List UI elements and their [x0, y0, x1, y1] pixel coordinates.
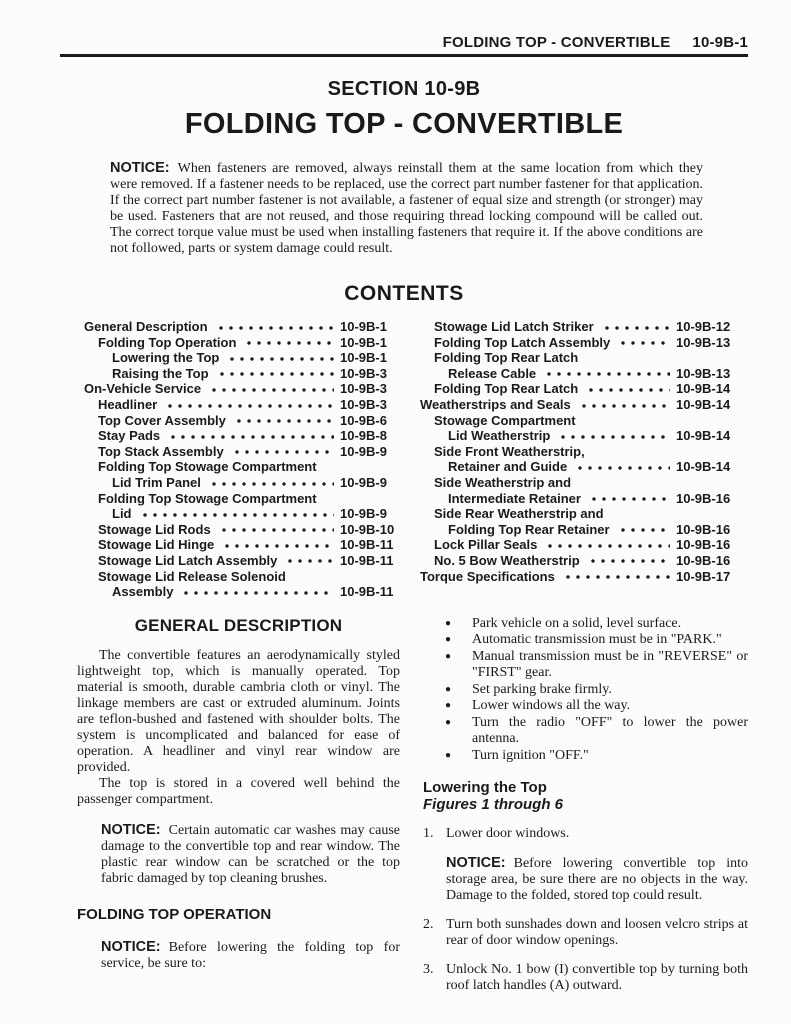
- toc-row: [420, 522, 738, 538]
- toc-label: Folding Top Rear Latch: [434, 350, 579, 366]
- list-item: [423, 715, 748, 748]
- toc-label: Side Rear Weatherstrip and: [434, 506, 604, 522]
- dot-leader: [588, 553, 670, 569]
- toc-label: Side Front Weatherstrip,: [434, 443, 585, 459]
- toc-row: [420, 444, 738, 460]
- toc-label: Lid Trim Panel: [112, 474, 201, 490]
- toc-label: Stowage Lid Latch Assembly: [98, 552, 278, 568]
- toc-label: Top Cover Assembly: [98, 412, 226, 428]
- dot-leader: [579, 397, 670, 413]
- dot-leader: [168, 428, 334, 444]
- dot-leader: [589, 491, 670, 507]
- dot-leader: [165, 397, 334, 413]
- toc-page-number: 10-9B-13: [676, 334, 731, 350]
- list-item: [423, 616, 748, 633]
- toc-row: [420, 413, 738, 429]
- toc-row: [84, 569, 402, 585]
- toc-row: [84, 428, 402, 444]
- toc-label: Top Stack Assembly: [98, 443, 224, 459]
- toc-row: [84, 459, 402, 475]
- step-number: 2.: [423, 917, 434, 933]
- toc-label: Lock Pillar Seals: [434, 537, 538, 553]
- toc-label: No. 5 Bow Weatherstrip: [434, 552, 580, 568]
- toc-label: Folding Top Rear Retainer: [448, 521, 610, 537]
- toc-page-number: 10-9B-1: [340, 334, 387, 350]
- toc-row: [84, 413, 402, 429]
- notice-block: [110, 160, 703, 257]
- toc-row: [84, 381, 402, 397]
- bullet-text: Turn ignition "OFF.": [472, 747, 589, 763]
- toc-page-number: 10-9B-1: [340, 319, 387, 334]
- toc-label: Lid Weatherstrip: [448, 428, 551, 444]
- dot-leader: [563, 569, 670, 585]
- bullet-text: Turn the radio "OFF" to lower the power antenna.: [472, 714, 748, 747]
- notice-label: NOTICE:: [101, 821, 161, 838]
- page-header: [60, 34, 748, 51]
- toc-label: Lid: [112, 506, 132, 522]
- toc-row: [84, 522, 402, 538]
- dot-leader: [558, 428, 670, 444]
- toc-page-number: 10-9B-11: [340, 552, 394, 568]
- toc-page-number: 10-9B-11: [340, 584, 394, 600]
- bullet-text: Set parking brake firmly.: [472, 681, 612, 697]
- toc-label: Side Weatherstrip and: [434, 474, 572, 490]
- dot-leader: [586, 381, 670, 397]
- body-paragraph: The convertible features an aerodynamically styled lightweight top, which is manually operated. Top material is smooth, durable cambria cloth or vinyl. The linkage members are cast or extruded aluminum. Joints are teflon-bushed and fastened with shoulder bolts. The system is uncomplicated and balanced for ease of operation. A headliner and vinyl rear window are provided.: [77, 647, 400, 775]
- toc-row: [420, 553, 738, 569]
- toc-label: Torque Specifications: [420, 568, 555, 584]
- dot-leader: [618, 522, 670, 538]
- toc-page-number: 10-9B-1: [340, 350, 387, 366]
- toc-row: [420, 475, 738, 491]
- toc-label: Assembly: [112, 584, 174, 600]
- general-description-heading: GENERAL DESCRIPTION: [134, 615, 343, 635]
- dot-leader: [216, 319, 334, 335]
- toc-label: Stowage Lid Release Solenoid: [98, 568, 286, 584]
- precaution-list: [423, 616, 748, 765]
- toc-page-number: 10-9B-3: [340, 381, 387, 397]
- list-item: [423, 748, 748, 765]
- step-text: Lower door windows.: [446, 826, 570, 842]
- left-column: [77, 616, 400, 995]
- toc-row: [84, 335, 402, 351]
- section-number-title: SECTION 10-9B: [327, 78, 481, 100]
- dot-leader: [285, 553, 334, 569]
- dot-leader: [181, 584, 334, 600]
- toc-label: On-Vehicle Service: [84, 381, 202, 397]
- toc-row: [84, 444, 402, 460]
- toc-row: [420, 506, 738, 522]
- bullet-icon: ●: [445, 650, 452, 662]
- toc-page-number: 10-9B-12: [676, 319, 731, 334]
- toc-page-number: 10-9B-13: [676, 365, 731, 381]
- dot-leader: [209, 381, 334, 397]
- toc-label: Folding Top Operation: [98, 334, 237, 350]
- dot-leader: [222, 537, 334, 553]
- bullet-icon: ●: [445, 749, 452, 761]
- toc-row: [84, 491, 402, 507]
- step-text: Unlock No. 1 bow (I) convertible top by turning both roof latch handles (A) outward.: [446, 962, 748, 994]
- toc-label: Folding Top Rear Latch: [434, 381, 579, 397]
- bullet-text: Manual transmission must be in "REVERSE" or "FIRST" gear.: [472, 648, 748, 681]
- page-title: FOLDING TOP - CONVERTIBLE: [184, 108, 624, 140]
- step-item: [423, 962, 748, 994]
- table-of-contents: [60, 319, 748, 600]
- step-list: [423, 826, 748, 994]
- bullet-text: Park vehicle on a solid, level surface.: [472, 615, 682, 631]
- toc-page-number: 10-9B-8: [340, 428, 387, 444]
- toc-row: [84, 506, 402, 522]
- notice-block: [446, 855, 748, 904]
- notice-text: Before lowering the folding top for service, be sure to:: [101, 939, 400, 971]
- dot-leader: [602, 319, 670, 335]
- toc-label: Stowage Lid Rods: [98, 521, 211, 537]
- toc-page-number: 10-9B-14: [676, 428, 731, 444]
- toc-row: [84, 397, 402, 413]
- toc-page-number: 10-9B-3: [340, 396, 387, 412]
- toc-label: Headliner: [98, 396, 158, 412]
- header-page-number: 10-9B-1: [692, 34, 748, 51]
- right-column: [423, 616, 748, 995]
- dot-leader: [244, 335, 334, 351]
- dot-leader: [209, 475, 334, 491]
- toc-row: [420, 491, 738, 507]
- toc-row: [420, 537, 738, 553]
- dot-leader: [232, 444, 334, 460]
- toc-page-number: 10-9B-16: [676, 521, 731, 537]
- contents-right: [420, 319, 738, 600]
- notice-text: When fasteners are removed, always reinstall them at the same location from which they were removed. If a fastener needs to be replaced, use the correct part number fastener for that application. If the correct part number fastener is not available, a fastener of equal size and strength (or stronger) may be used. Fasteners that are not reused, and those requiring thread locking compound will be called out. The correct torque value must be used when installing fasteners that require it. If the above conditions are not followed, parts or system damage could result.: [110, 161, 703, 256]
- bullet-icon: ●: [445, 634, 452, 646]
- toc-page-number: 10-9B-9: [340, 443, 387, 459]
- bullet-icon: ●: [445, 617, 452, 629]
- toc-label: Stowage Lid Hinge: [98, 537, 215, 553]
- list-item: [423, 698, 748, 715]
- notice-text: Certain automatic car washes may cause damage to the convertible top and rear window. The plastic rear window can be scratched or the top fabric damaged by top cleaning brushes.: [101, 822, 400, 886]
- notice-label: NOTICE:: [101, 938, 161, 955]
- toc-page-number: 10-9B-16: [676, 552, 731, 568]
- step-number: 1.: [423, 826, 434, 842]
- dot-leader: [545, 537, 670, 553]
- header-rule: [60, 54, 748, 57]
- dot-leader: [575, 459, 670, 475]
- notice-label: NOTICE:: [446, 855, 506, 872]
- toc-row: [420, 397, 738, 413]
- toc-label: Stowage Lid Latch Striker: [434, 319, 594, 334]
- dot-leader: [544, 366, 670, 382]
- toc-row: [420, 350, 738, 366]
- notice-block: [101, 939, 400, 972]
- toc-label: Stowage Compartment: [434, 412, 576, 428]
- step-item: [423, 826, 748, 842]
- toc-label: Release Cable: [448, 365, 537, 381]
- folding-top-operation-heading: FOLDING TOP OPERATION: [77, 905, 272, 923]
- bullet-icon: ●: [445, 683, 452, 695]
- toc-page-number: 10-9B-6: [340, 412, 387, 428]
- dot-leader: [227, 350, 334, 366]
- toc-label: Folding Top Stowage Compartment: [98, 459, 317, 475]
- list-item: [423, 632, 748, 649]
- toc-row: [84, 350, 402, 366]
- toc-row: [84, 366, 402, 382]
- body-paragraph: The top is stored in a covered well behind the passenger compartment.: [77, 775, 400, 807]
- toc-row: [420, 319, 738, 335]
- toc-page-number: 10-9B-16: [676, 537, 731, 553]
- toc-page-number: 10-9B-14: [676, 381, 731, 397]
- toc-row: [84, 475, 402, 491]
- dot-leader: [618, 335, 670, 351]
- contents-left: [84, 319, 402, 600]
- lowering-the-top-heading: Lowering the Top: [423, 779, 547, 797]
- toc-row: [84, 319, 402, 335]
- toc-page-number: 10-9B-3: [340, 365, 387, 381]
- bullet-icon: ●: [445, 700, 452, 712]
- bullet-text: Automatic transmission must be in "PARK.": [472, 632, 722, 648]
- toc-page-number: 10-9B-17: [676, 568, 731, 584]
- toc-row: [420, 428, 738, 444]
- toc-row: [84, 553, 402, 569]
- dot-leader: [217, 366, 334, 382]
- toc-row: [420, 335, 738, 351]
- toc-label: Folding Top Latch Assembly: [434, 334, 611, 350]
- dot-leader: [234, 413, 334, 429]
- toc-row: [420, 381, 738, 397]
- contents-heading: CONTENTS: [344, 282, 464, 305]
- toc-page-number: 10-9B-10: [340, 521, 395, 537]
- toc-label: Intermediate Retainer: [448, 490, 581, 506]
- toc-row: [420, 459, 738, 475]
- toc-label: Lowering the Top: [112, 350, 220, 366]
- figures-reference: Figures 1 through 6: [423, 796, 564, 814]
- toc-page-number: 10-9B-9: [340, 506, 387, 522]
- notice-label: NOTICE:: [110, 160, 170, 176]
- list-item: [423, 649, 748, 682]
- toc-label: Weatherstrips and Seals: [420, 396, 571, 412]
- bullet-icon: ●: [445, 716, 452, 728]
- toc-page-number: 10-9B-11: [340, 537, 394, 553]
- notice-block: [101, 822, 400, 887]
- toc-page-number: 10-9B-14: [676, 459, 731, 475]
- list-item: [423, 682, 748, 699]
- toc-page-number: 10-9B-14: [676, 396, 731, 412]
- toc-label: Folding Top Stowage Compartment: [98, 490, 317, 506]
- toc-label: Raising the Top: [112, 365, 209, 381]
- bullet-text: Lower windows all the way.: [472, 698, 631, 714]
- toc-row: [420, 366, 738, 382]
- notice-text: Before lowering convertible top into storage area, be sure there are no objects in the way. Damage to the folded, stored top could result.: [446, 856, 748, 904]
- toc-label: Retainer and Guide: [448, 459, 568, 475]
- step-text: Turn both sunshades down and loosen velcro strips at rear of door window openings.: [446, 917, 748, 949]
- header-title: FOLDING TOP - CONVERTIBLE: [442, 34, 671, 51]
- step-number: 3.: [423, 962, 434, 978]
- toc-page-number: 10-9B-9: [340, 474, 387, 490]
- toc-page-number: 10-9B-16: [676, 490, 731, 506]
- toc-row: [84, 537, 402, 553]
- step-item: [423, 917, 748, 949]
- toc-row: [84, 584, 402, 600]
- toc-label: Stay Pads: [98, 428, 161, 444]
- dot-leader: [219, 522, 334, 538]
- toc-label: General Description: [84, 319, 208, 334]
- dot-leader: [140, 506, 335, 522]
- toc-row: [420, 569, 738, 585]
- body-columns: [60, 616, 748, 995]
